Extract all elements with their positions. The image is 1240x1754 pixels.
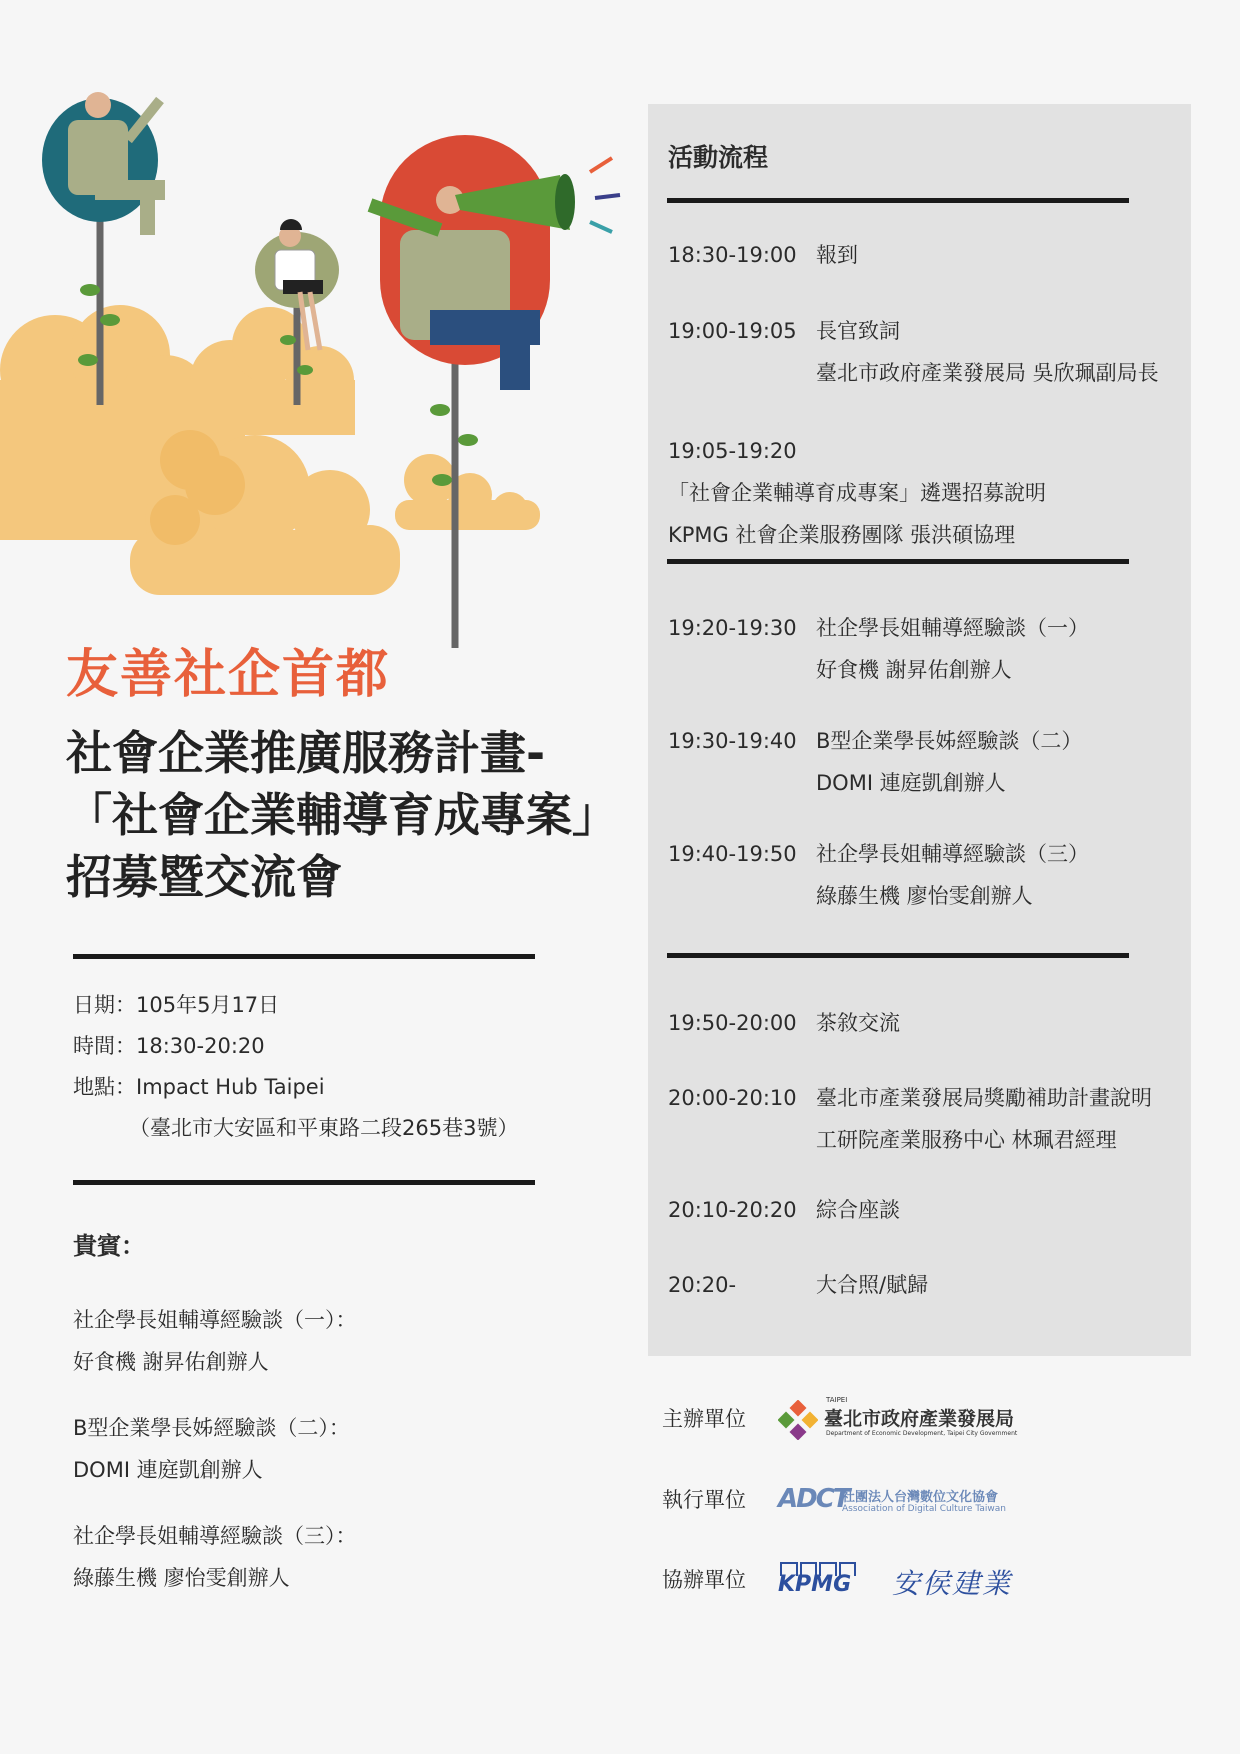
- event-venue: 地點：Impact Hub Taipei: [73, 1075, 325, 1099]
- program-time: 18:30-19:00: [668, 243, 797, 267]
- executor-logo: [778, 1484, 1018, 1520]
- program-row: [668, 1264, 928, 1306]
- program-desc: 大合照/賦歸: [816, 1273, 929, 1297]
- program-row: [668, 720, 1082, 804]
- kpmg-logo: [778, 1560, 860, 1596]
- event-title: [66, 722, 646, 908]
- illustration: [0, 80, 640, 660]
- program-panel: [648, 104, 1191, 1356]
- man-with-megaphone-figure: [370, 135, 620, 390]
- divider: [667, 953, 1129, 958]
- program-row: [668, 430, 1191, 556]
- program-row: [668, 310, 1159, 394]
- program-time: 19:20-19:30: [668, 616, 797, 640]
- program-desc: 茶敘交流: [816, 1011, 900, 1035]
- executor-logo-name: 社團法人台灣數位文化協會: [842, 1490, 999, 1505]
- event-time: 時間：18:30-20:20: [73, 1034, 265, 1058]
- program-time: 19:30-19:40: [668, 729, 797, 753]
- divider: [667, 559, 1129, 564]
- guest-name: DOMI 連庭凱創辦人: [73, 1458, 263, 1482]
- program-desc: 社企學長姐輔導經驗談（一）: [816, 616, 1089, 640]
- program-time: 19:00-19:05: [668, 319, 797, 343]
- divider: [73, 1180, 535, 1185]
- organizer-logo-small: TAIPEI: [826, 1396, 848, 1404]
- anhou-logo: 安侯建業: [892, 1567, 1013, 1600]
- headline: 友善社企首都: [66, 645, 391, 705]
- guest-role: 社企學長姐輔導經驗談（一）：: [73, 1308, 357, 1332]
- title-line: 「社會企業輔導育成專案」: [66, 788, 618, 842]
- guest-role: 社企學長姐輔導經驗談（三）：: [73, 1524, 357, 1548]
- program-desc: 綜合座談: [816, 1198, 900, 1222]
- program-desc: 臺北市產業發展局獎勵補助計畫說明: [816, 1086, 1152, 1110]
- divider: [73, 954, 535, 959]
- program-time: 19:05-19:20: [668, 439, 797, 463]
- diamond-logo-icon: [778, 1400, 818, 1440]
- organizer-label: 主辦單位: [662, 1407, 746, 1431]
- executor-logo-mark: ADCT: [778, 1484, 849, 1514]
- guest-role: B型企業學長姊經驗談（二）：: [73, 1416, 350, 1440]
- program-row: [668, 1189, 900, 1231]
- program-speaker: 綠藤生機 廖怡雯創辦人: [816, 884, 1033, 908]
- program-time: 19:50-20:00: [668, 1011, 797, 1035]
- program-time: 20:00-20:10: [668, 1086, 797, 1110]
- program-speaker: 臺北市政府產業發展局 吳欣珮副局長: [816, 361, 1159, 385]
- program-desc: 長官致詞: [816, 319, 900, 343]
- guest-item: [73, 1299, 357, 1383]
- program-row: [668, 1002, 900, 1044]
- program-desc: 社企學長姐輔導經驗談（三）: [816, 842, 1089, 866]
- title-line: 社會企業推廣服務計畫-: [66, 726, 546, 780]
- program-row: [668, 1077, 1152, 1161]
- seated-man-figure: [42, 92, 165, 235]
- program-speaker: 工研院產業服務中心 林珮君經理: [816, 1128, 1117, 1152]
- program-row: [668, 607, 1089, 691]
- program-speaker: 好食機 謝昇佑創辦人: [816, 658, 1012, 682]
- guest-name: 好食機 謝昇佑創辦人: [73, 1350, 269, 1374]
- program-speaker: DOMI 連庭凱創辦人: [816, 771, 1006, 795]
- program-desc: 「社會企業輔導育成專案」遴選招募說明: [668, 481, 1046, 505]
- guest-list-title: 貴賓：: [73, 1232, 145, 1260]
- kpmg-logo-text: KPMG: [778, 1572, 852, 1597]
- divider: [667, 198, 1129, 203]
- title-line: 招募暨交流會: [66, 850, 342, 904]
- program-desc: B型企業學長姊經驗談（二）: [816, 729, 1083, 753]
- program-time: 19:40-19:50: [668, 842, 797, 866]
- organizer-logo-en: Department of Economic Development, Taipei City Government: [826, 1430, 1018, 1437]
- guest-list: [73, 1226, 357, 1623]
- program-speaker: KPMG 社會企業服務團隊 張洪碩協理: [668, 523, 1016, 547]
- event-info: [73, 985, 518, 1149]
- program-title: 活動流程: [668, 143, 769, 172]
- program-row: [668, 234, 858, 276]
- organizer-logo-name: 臺北市政府產業發展局: [824, 1408, 1015, 1430]
- executor-label: 執行單位: [662, 1488, 746, 1512]
- organizer-logo: [778, 1396, 1038, 1444]
- program-desc: 報到: [816, 243, 858, 267]
- program-time: 20:20-: [668, 1273, 737, 1297]
- executor-logo-en: Association of Digital Culture Taiwan: [842, 1504, 1006, 1514]
- program-time: 20:10-20:20: [668, 1198, 797, 1222]
- co-organizer-label: 協辦單位: [662, 1568, 746, 1592]
- event-address: （臺北市大安區和平東路二段265巷3號）: [129, 1116, 519, 1140]
- guest-item: [73, 1407, 357, 1491]
- event-date: 日期：105年5月17日: [73, 993, 280, 1017]
- guest-item: [73, 1515, 357, 1599]
- program-row: [668, 833, 1089, 917]
- guest-name: 綠藤生機 廖怡雯創辦人: [73, 1566, 290, 1590]
